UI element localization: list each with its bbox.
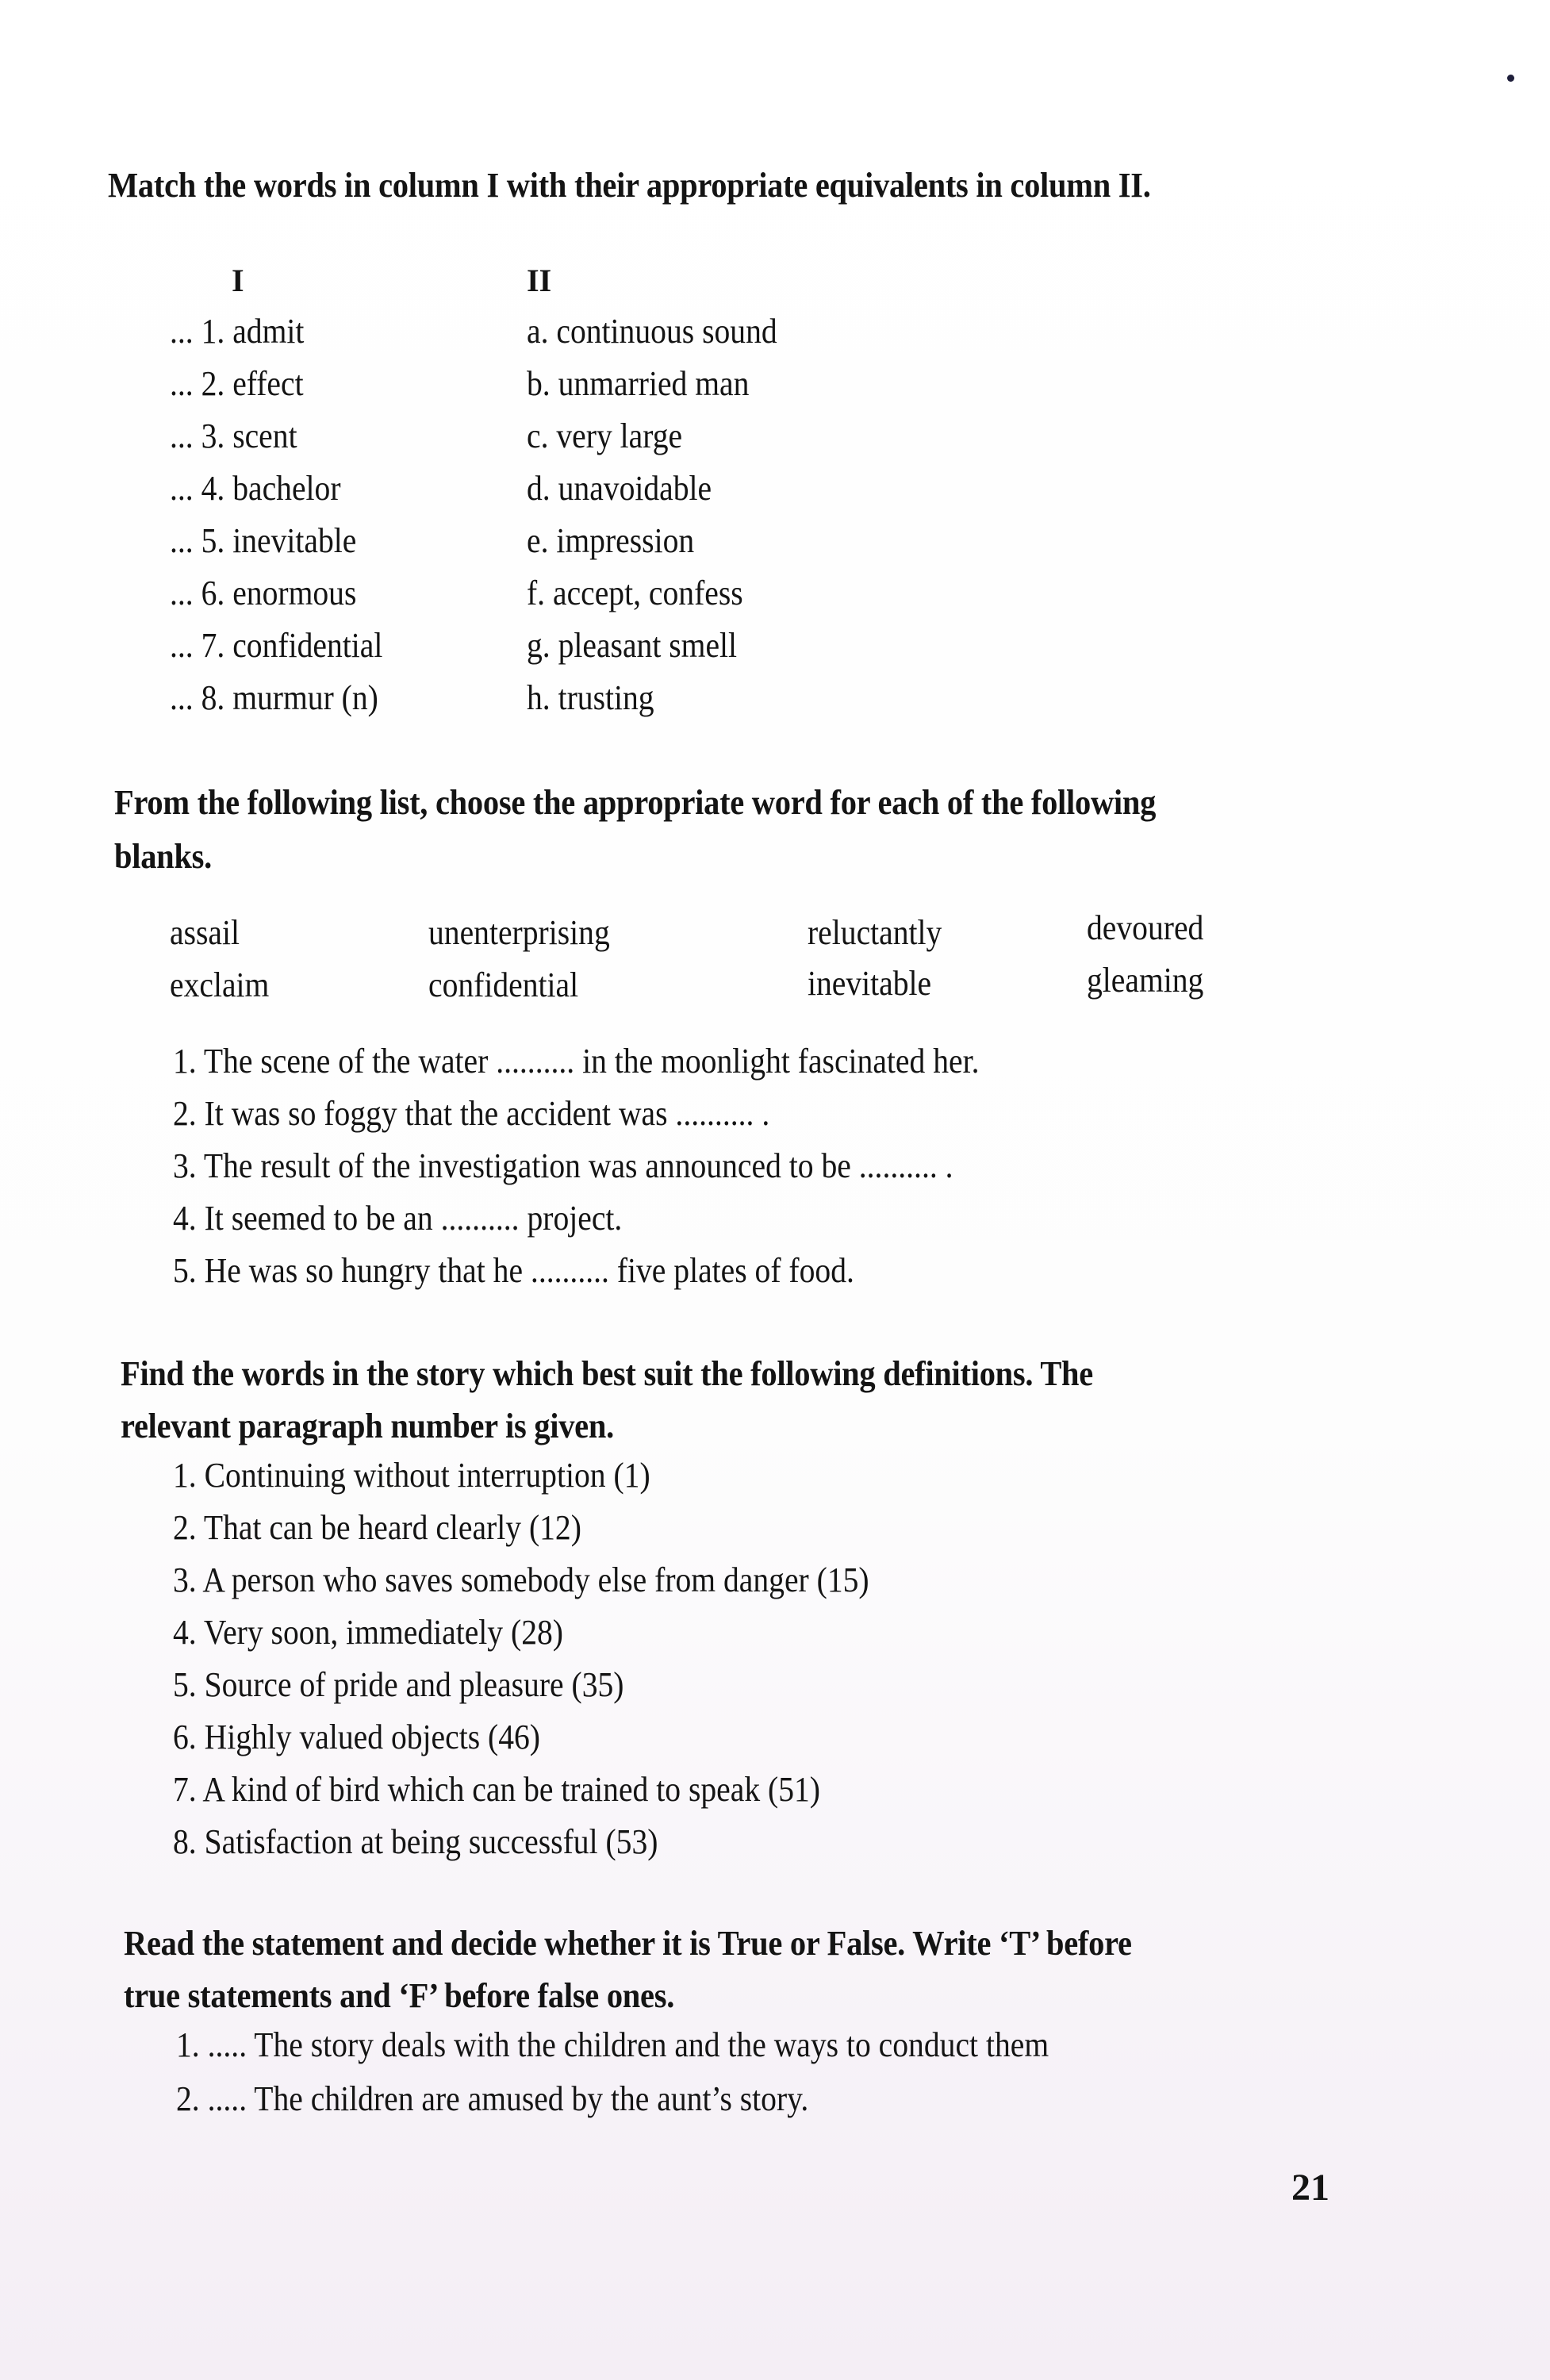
word-bank-item: exclaim bbox=[170, 965, 270, 1004]
definitions-instruction-line1: Find the words in the story which best suit the following definitions. The bbox=[121, 1354, 1093, 1393]
matching-instruction: Match the words in column I with their appropriate equivalents in column II. bbox=[108, 166, 1151, 205]
column-ii-item: f. accept, confess bbox=[527, 574, 743, 612]
definitions-instruction-line2: relevant paragraph number is given. bbox=[121, 1407, 614, 1445]
column-ii-item: e. impression bbox=[527, 521, 695, 560]
definition-item: 4. Very soon, immediately (28) bbox=[173, 1613, 563, 1652]
fill-blank-sentence: 4. It seemed to be an .......... project. bbox=[173, 1199, 623, 1238]
fill-blank-sentence: 1. The scene of the water .......... in the moonlight fascinated her. bbox=[173, 1042, 980, 1081]
page-number: 21 bbox=[1291, 2167, 1329, 2209]
ink-dot bbox=[1507, 75, 1514, 82]
word-bank-item: reluctantly bbox=[808, 913, 942, 952]
column-i-header: I bbox=[232, 263, 244, 298]
fill-blanks-instruction-line2: blanks. bbox=[114, 837, 212, 876]
true-false-instruction-line1: Read the statement and decide whether it is True or False. Write ‘T’ before bbox=[124, 1924, 1132, 1963]
true-false-item: 1. ..... The story deals with the children and the ways to conduct them bbox=[176, 2025, 1049, 2064]
definition-item: 1. Continuing without interruption (1) bbox=[173, 1456, 650, 1495]
definition-item: 2. That can be heard clearly (12) bbox=[173, 1508, 581, 1547]
column-i-item: ... 8. murmur (n) bbox=[170, 678, 378, 717]
column-i-item: ... 2. effect bbox=[170, 364, 304, 403]
fill-blank-sentence: 3. The result of the investigation was announced to be .......... . bbox=[173, 1146, 953, 1185]
definition-item: 8. Satisfaction at being successful (53) bbox=[173, 1822, 658, 1861]
column-ii-item: h. trusting bbox=[527, 678, 654, 717]
fill-blanks-instruction-line1: From the following list, choose the appropriate word for each of the following bbox=[114, 783, 1157, 822]
definition-item: 7. A kind of bird which can be trained to speak (51) bbox=[173, 1770, 821, 1809]
definition-item: 6. Highly valued objects (46) bbox=[173, 1718, 541, 1756]
word-bank-item: unenterprising bbox=[428, 913, 610, 952]
column-i-item: ... 7. confidential bbox=[170, 626, 383, 665]
word-bank-item: assail bbox=[170, 913, 240, 952]
word-bank-item: confidential bbox=[428, 965, 579, 1004]
column-ii-item: d. unavoidable bbox=[527, 469, 712, 508]
fill-blank-sentence: 2. It was so foggy that the accident was .......... . bbox=[173, 1094, 770, 1133]
true-false-item: 2. ..... The children are amused by the aunt’s story. bbox=[176, 2079, 809, 2118]
word-bank-item: devoured bbox=[1087, 908, 1204, 947]
column-i-item: ... 3. scent bbox=[170, 416, 297, 455]
column-ii-item: g. pleasant smell bbox=[527, 626, 738, 665]
column-i-item: ... 6. enormous bbox=[170, 574, 357, 612]
word-bank-item: inevitable bbox=[808, 964, 932, 1003]
fill-blank-sentence: 5. He was so hungry that he .......... five plates of food. bbox=[173, 1251, 854, 1290]
word-bank-item: gleaming bbox=[1087, 961, 1204, 1000]
column-ii-item: b. unmarried man bbox=[527, 364, 750, 403]
column-i-item: ... 1. admit bbox=[170, 312, 305, 351]
column-ii-item: c. very large bbox=[527, 416, 683, 455]
column-ii-header: II bbox=[527, 263, 552, 298]
column-i-item: ... 5. inevitable bbox=[170, 521, 357, 560]
true-false-instruction-line2: true statements and ‘F’ before false ones. bbox=[124, 1976, 675, 2015]
definition-item: 5. Source of pride and pleasure (35) bbox=[173, 1665, 624, 1704]
definition-item: 3. A person who saves somebody else from danger (15) bbox=[173, 1560, 869, 1599]
column-ii-item: a. continuous sound bbox=[527, 312, 777, 351]
column-i-item: ... 4. bachelor bbox=[170, 469, 341, 508]
